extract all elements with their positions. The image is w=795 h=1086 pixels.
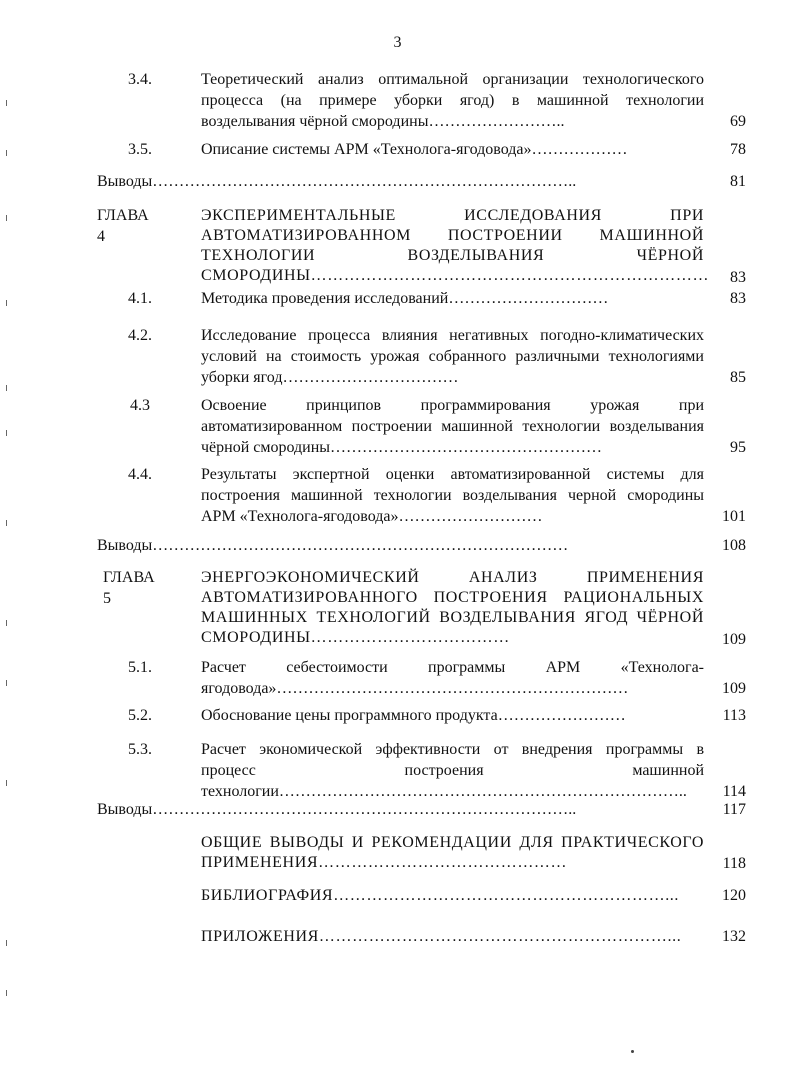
scan-mark <box>6 215 11 221</box>
toc-chapter-title: ЭКСПЕРИМЕНТАЛЬНЫЕ ИССЛЕДОВАНИЯ ПРИ АВТОМАТИЗИРОВАННОМ ПОСТРОЕНИИ МАШИННОЙ ТЕХНОЛОГИИ ВОЗДЕЛЫВАНИЯ ЧЁРНОЙ СМОРОДИНЫ……………………………………………………………… <box>201 207 710 284</box>
toc-entry-number: 5.1. <box>128 659 152 676</box>
scan-mark <box>6 100 11 106</box>
toc-chapter-title: ЭНЕРГОЭКОНОМИЧЕСКИЙ АНАЛИЗ ПРИМЕНЕНИЯ АВТОМАТИЗИРОВАННОГО ПОСТРОЕНИЯ РАЦИОНАЛЬНЫХ МАШИННЫХ ТЕХНОЛОГИЙ ВОЗДЕЛЫВАНИЯ ЯГОД ЧЁРНОЙ СМОРОДИНЫ……………………………… <box>201 569 704 646</box>
scan-mark <box>6 385 11 391</box>
toc-entry-page: 109 <box>722 680 746 697</box>
scan-mark <box>6 520 11 526</box>
toc-chapter-number: ГЛАВА 5 <box>103 569 155 607</box>
toc-entry-number: 5.3. <box>128 741 152 758</box>
toc-entry-title: Выводы…………………………………………………………………….. <box>97 173 577 190</box>
toc-entry-page: 83 <box>730 269 746 286</box>
toc-entry-title: Обоснование цены программного продукта…………………… <box>201 707 626 724</box>
toc-entry-number: 4.2. <box>128 327 152 344</box>
toc-chapter-number: ГЛАВА 4 <box>97 207 149 245</box>
toc-entry-title: Методика проведения исследований………………………… <box>201 290 609 307</box>
toc-entry-page: 109 <box>722 631 746 648</box>
scan-speck <box>631 1050 634 1053</box>
toc-entry-number: 4.3 <box>130 397 150 414</box>
toc-entry-page: 117 <box>722 801 746 818</box>
toc-entry-title: Теоретический анализ оптимальной организации технологического процесса (на примере уборки ягод) в машинной технологии возделывания чёрной смородины…………………….. <box>201 71 704 130</box>
page-number: 3 <box>393 34 402 51</box>
toc-entry-title: БИБЛИОГРАФИЯ……………………………………………………... <box>201 887 680 904</box>
scan-mark <box>6 780 11 786</box>
toc-entry-title: Расчет себестоимости программы АРМ «Технолога-ягодовода»………………………………………………………… <box>201 659 704 697</box>
toc-entry-page: 118 <box>722 855 746 872</box>
scan-mark <box>6 940 11 946</box>
toc-entry-number: 3.4. <box>128 71 152 88</box>
toc-entry-title: Исследование процесса влияния негативных погодно-климатических условий на стоимость урожая собранного различными технологиями уборки ягод…………………………… <box>201 327 704 386</box>
toc-entry-page: 69 <box>730 113 746 130</box>
toc-entry-page: 78 <box>730 141 746 158</box>
toc-entry-title: Расчет экономической эффективности от внедрения программы в процесс построения машинной технологии………………………………………………………………….. <box>201 741 704 800</box>
scan-mark <box>6 990 11 996</box>
toc-entry-title: Выводы…………………………………………………………………….. <box>97 801 577 818</box>
scan-mark <box>6 430 11 436</box>
toc-entry-page: 85 <box>730 369 746 386</box>
scan-mark <box>6 680 11 686</box>
toc-entry-title: ПРИЛОЖЕНИЯ………………………………………………………... <box>201 928 682 945</box>
toc-entry-number: 5.2. <box>128 707 152 724</box>
toc-entry-page: 101 <box>722 508 746 525</box>
toc-entry-page: 132 <box>722 928 746 945</box>
toc-entry-title: Выводы…………………………………………………………………… <box>97 537 569 554</box>
toc-entry-number: 3.5. <box>128 141 152 158</box>
toc-entry-title: Освоение принципов программирования урожая при автоматизированном построении машинной технологии возделывания чёрной смородины…………………………………………… <box>201 397 704 456</box>
scan-mark <box>6 620 11 626</box>
toc-entry-page: 114 <box>722 783 746 800</box>
toc-entry-page: 95 <box>730 439 746 456</box>
toc-entry-page: 113 <box>722 707 746 724</box>
toc-entry-title: Результаты экспертной оценки автоматизированной системы для построения машинной технологии возделывания черной смородины АРМ «Технолога-ягодовода»……………………… <box>201 466 704 525</box>
toc-entry-number: 4.4. <box>128 466 152 483</box>
scan-mark <box>6 300 11 306</box>
toc-entry-title: Описание системы АРМ «Технолога-ягодовода»……………… <box>201 141 628 158</box>
toc-entry-page: 120 <box>722 887 746 904</box>
toc-entry-number: 4.1. <box>128 290 152 307</box>
toc-entry-page: 83 <box>730 290 746 307</box>
toc-entry-page: 108 <box>722 537 746 554</box>
toc-entry-title: ОБЩИЕ ВЫВОДЫ И РЕКОМЕНДАЦИИ ДЛЯ ПРАКТИЧЕСКОГО ПРИМЕНЕНИЯ……………………………………… <box>201 834 704 871</box>
scan-mark <box>6 150 11 156</box>
toc-entry-page: 81 <box>730 173 746 190</box>
